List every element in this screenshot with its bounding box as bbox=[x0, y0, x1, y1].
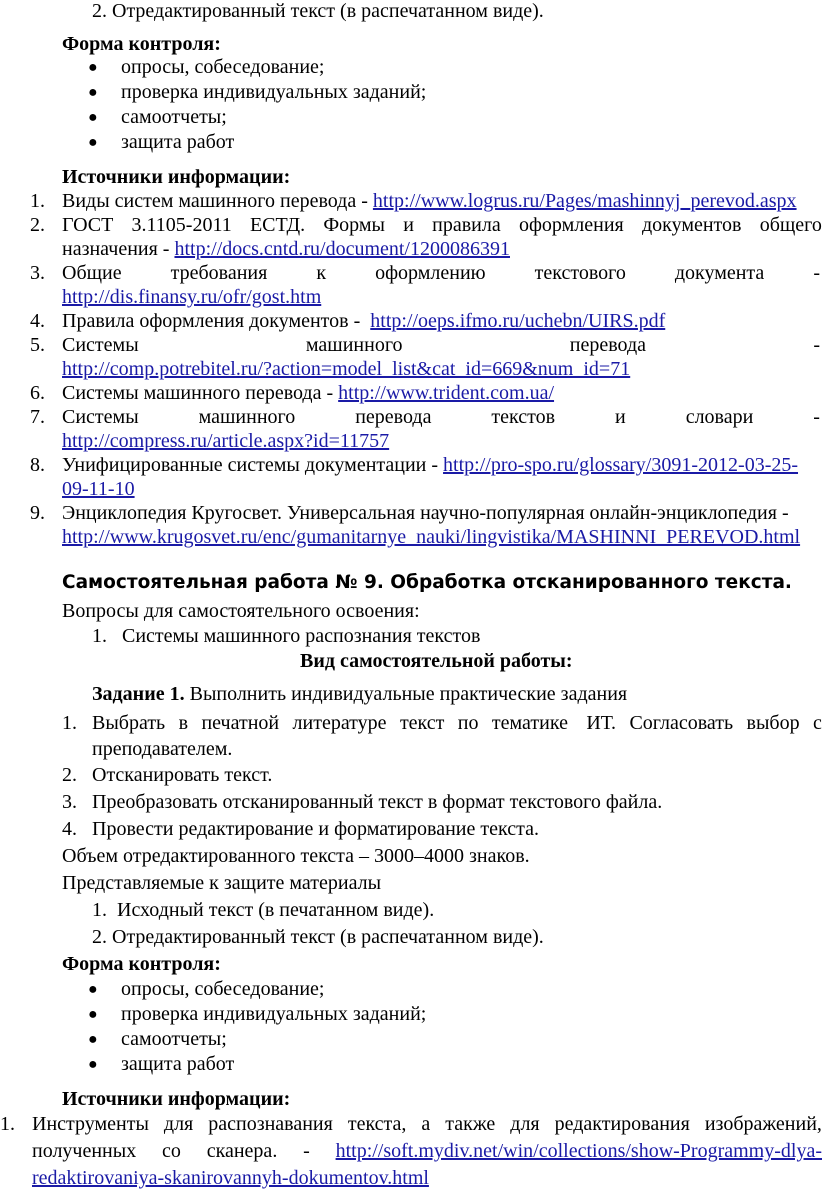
word: машинного bbox=[305, 334, 403, 356]
word: машинного bbox=[198, 406, 296, 428]
word: оформления bbox=[518, 214, 624, 236]
source-number: 1. bbox=[0, 1113, 15, 1135]
source-link[interactable]: http://pro-spo.ru/glossary/3091-2012-03-25- bbox=[443, 454, 799, 476]
bullet-icon: ● bbox=[88, 109, 98, 126]
source-number: 4. bbox=[30, 310, 45, 332]
materials-label: Представляемые к защите материалы bbox=[62, 872, 382, 894]
word: к bbox=[316, 262, 327, 284]
control-bullet: опросы, собеседование; bbox=[121, 978, 325, 1000]
word: Формы bbox=[323, 214, 385, 236]
source-link[interactable]: http://www.logrus.ru/Pages/mashinnyj_perevod.aspx bbox=[372, 190, 797, 212]
bullet-icon: ● bbox=[88, 134, 98, 151]
word: Инструменты bbox=[32, 1113, 149, 1135]
word: - bbox=[813, 262, 820, 284]
bullet-icon: ● bbox=[88, 1056, 98, 1073]
word: правила bbox=[432, 214, 501, 236]
word: выбор bbox=[746, 712, 800, 734]
bullet-icon: ● bbox=[88, 1031, 98, 1048]
word: также bbox=[445, 1113, 496, 1135]
item-2-edited-text: 2. Отредактированный текст (в распечатанном виде). bbox=[92, 0, 544, 22]
source-number: 8. bbox=[30, 454, 45, 476]
source-item-8-line-2 bbox=[62, 478, 135, 501]
word: и bbox=[403, 214, 414, 236]
word: по bbox=[457, 712, 479, 734]
source-link[interactable]: http://oeps.ifmo.ru/uchebn/UIRS.pdf bbox=[370, 310, 666, 332]
word: и bbox=[615, 406, 626, 428]
source-link[interactable]: http://compress.ru/article.aspx?id=11757 bbox=[62, 430, 390, 452]
word: текста, bbox=[347, 1113, 407, 1135]
source-link[interactable]: http://www.trident.com.ua/ bbox=[338, 382, 555, 404]
source-number: 9. bbox=[30, 502, 45, 524]
sources-heading: Источники информации: bbox=[62, 1088, 291, 1110]
word: Системы bbox=[62, 406, 139, 428]
source-item-7-line-1 bbox=[62, 406, 820, 429]
word: изображений, bbox=[704, 1113, 822, 1135]
step-number: 3. bbox=[62, 791, 77, 813]
word: тематике bbox=[491, 712, 568, 734]
word: а bbox=[421, 1113, 431, 1135]
source-item-5-line-2 bbox=[62, 358, 630, 381]
material-1: 1. Исходный текст (в печатанном виде). bbox=[92, 899, 435, 921]
word: в bbox=[178, 712, 189, 734]
source-number: 3. bbox=[30, 262, 45, 284]
word: печатной bbox=[201, 712, 280, 734]
control-bullet: защита работ bbox=[121, 1053, 235, 1075]
work9-source-1-line-2 bbox=[32, 1140, 822, 1163]
control-bullet: опросы, собеседование; bbox=[121, 56, 325, 78]
step-number: 2. bbox=[62, 764, 77, 786]
source-item-3-line-2 bbox=[62, 286, 321, 309]
material-2: 2. Отредактированный текст (в распечатанном виде). bbox=[92, 926, 544, 948]
source-link[interactable]: 09-11-10 bbox=[62, 478, 135, 500]
word: для bbox=[510, 1113, 540, 1135]
word: 3.1105-2011 bbox=[131, 214, 232, 236]
source-link[interactable]: redaktirovaniya-skanirovannyh-dokumentov.html bbox=[32, 1167, 429, 1189]
source-item-1 bbox=[62, 190, 797, 213]
task-label: Задание 1. bbox=[92, 683, 185, 705]
control-bullet: защита работ bbox=[121, 131, 235, 153]
word: словари bbox=[685, 406, 754, 428]
source-text: назначения - bbox=[62, 238, 175, 260]
source-link[interactable]: http://soft.mydiv.net/win/collections/show-Programmy-dlya- bbox=[335, 1140, 822, 1162]
control-bullet: самоотчеты; bbox=[121, 1028, 227, 1050]
step-number: 4. bbox=[62, 818, 77, 840]
source-item-2-line-1 bbox=[62, 214, 822, 237]
word: полученных bbox=[32, 1140, 137, 1162]
bullet-icon: ● bbox=[88, 84, 98, 101]
word: ГОСТ bbox=[62, 214, 114, 236]
source-link[interactable]: http://docs.cntd.ru/document/1200086391 bbox=[174, 238, 510, 260]
word: оформлению bbox=[375, 262, 486, 284]
bullet-icon: ● bbox=[88, 59, 98, 76]
bullet-icon: ● bbox=[88, 981, 98, 998]
source-item-7-line-2 bbox=[62, 430, 389, 453]
step-2: Отсканировать текст. bbox=[92, 764, 273, 786]
work-9-heading: Самостоятельная работа № 9. Обработка отсканированного текста. bbox=[62, 572, 792, 593]
word: Согласовать bbox=[629, 712, 734, 734]
source-number: 6. bbox=[30, 382, 45, 404]
work9-source-1-line-1 bbox=[32, 1113, 822, 1136]
step-3: Преобразовать отсканированный текст в формат текстового файла. bbox=[92, 791, 663, 813]
word: текстов bbox=[491, 406, 556, 428]
work-kind-heading: Вид самостоятельной работы: bbox=[300, 650, 573, 672]
source-text: Системы машинного перевода - bbox=[62, 382, 339, 404]
word: текст bbox=[399, 712, 445, 734]
control-bullet: самоотчеты; bbox=[121, 106, 227, 128]
control-bullet: проверка индивидуальных заданий; bbox=[121, 1003, 427, 1025]
volume-note: Объем отредактированного текста – 3000–4000 знаков. bbox=[62, 845, 530, 867]
source-item-9: Энциклопедия Кругосвет. Универсальная научно-популярная онлайн-энциклопедия - bbox=[62, 502, 789, 524]
word: перевода bbox=[569, 334, 647, 356]
word: Системы bbox=[62, 334, 139, 356]
task-1 bbox=[92, 683, 627, 706]
word: со bbox=[162, 1140, 181, 1162]
word: - bbox=[813, 406, 820, 428]
bullet-icon: ● bbox=[88, 1006, 98, 1023]
source-text: Унифицированные системы документации - bbox=[62, 454, 444, 476]
word: распознавания bbox=[208, 1113, 333, 1135]
word: для bbox=[163, 1113, 194, 1135]
word: с bbox=[812, 712, 822, 734]
word: перевода bbox=[355, 406, 432, 428]
word: ЕСТД. bbox=[249, 214, 306, 236]
source-item-2-line-2 bbox=[62, 238, 510, 261]
control-bullet: проверка индивидуальных заданий; bbox=[121, 81, 427, 103]
word: литературе bbox=[292, 712, 387, 734]
source-link[interactable]: http://comp.potrebitel.ru/?action=model_list&cat_id=669&num_id=71 bbox=[62, 358, 631, 380]
step-4: Провести редактирование и форматирование текста. bbox=[92, 818, 539, 840]
step-1-line-1 bbox=[92, 712, 822, 735]
step-number: 1. bbox=[62, 712, 77, 734]
word: Выбрать bbox=[92, 712, 166, 734]
word: редактирования bbox=[554, 1113, 690, 1135]
sources-heading: Источники информации: bbox=[62, 166, 291, 188]
source-item-6 bbox=[62, 382, 554, 405]
source-link[interactable]: http://www.krugosvet.ru/enc/gumanitarnye_nauki/lingvistika/MASHINNI_PEREVOD.html bbox=[62, 526, 801, 548]
word: документа bbox=[674, 262, 765, 284]
word: ИТ. bbox=[581, 712, 617, 734]
word: общего bbox=[759, 214, 822, 236]
questions-label: Вопросы для самостоятельного освоения: bbox=[62, 600, 420, 622]
question-1: 1. Системы машинного распознания текстов bbox=[92, 625, 481, 647]
source-link[interactable]: http://dis.finansy.ru/ofr/gost.htm bbox=[62, 286, 322, 308]
source-number: 7. bbox=[30, 406, 45, 428]
source-item-8 bbox=[62, 454, 798, 477]
task-text: Выполнить индивидуальные практические задания bbox=[184, 683, 628, 705]
step-1-line-2: преподавателем. bbox=[92, 738, 233, 760]
word: требования bbox=[170, 262, 268, 284]
source-text: Правила оформления документов - bbox=[62, 310, 371, 332]
source-item-3-line-1 bbox=[62, 262, 820, 285]
source-number: 1. bbox=[30, 190, 45, 212]
source-text: Виды систем машинного перевода - bbox=[62, 190, 373, 212]
work9-source-1-line-3 bbox=[32, 1167, 429, 1190]
word: - bbox=[303, 1140, 310, 1162]
word: Общие bbox=[62, 262, 122, 284]
source-item-4 bbox=[62, 310, 665, 333]
word: - bbox=[813, 334, 820, 356]
source-item-5-line-1 bbox=[62, 334, 820, 357]
source-item-9-line-2 bbox=[62, 526, 800, 549]
source-number: 2. bbox=[30, 214, 45, 236]
control-form-heading: Форма контроля: bbox=[62, 33, 221, 55]
word: сканера. bbox=[206, 1140, 278, 1162]
word: текстового bbox=[534, 262, 626, 284]
source-number: 5. bbox=[30, 334, 45, 356]
control-form-heading: Форма контроля: bbox=[62, 953, 221, 975]
word: документов bbox=[641, 214, 742, 236]
